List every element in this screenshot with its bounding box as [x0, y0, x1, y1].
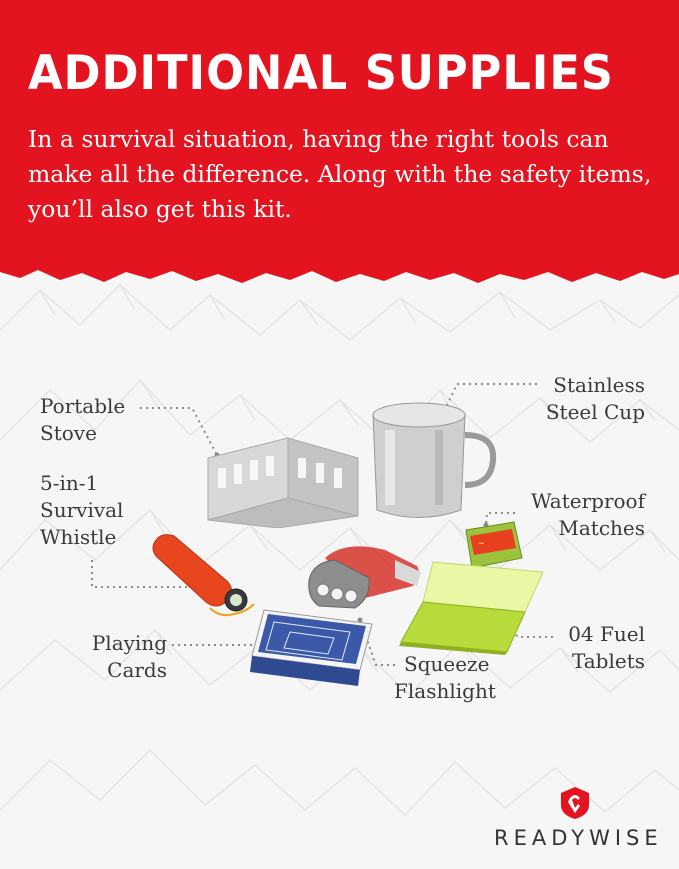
header-banner: [0, 0, 679, 290]
label-fuel-tablets: 04 Fuel Tablets: [568, 622, 645, 673]
flashlight-image: [305, 538, 425, 613]
portable-stove-image: [198, 428, 368, 528]
page-subtitle: In a survival situation, having the right tools can make all the difference. Along with the safety items, you’ll also get this kit.: [28, 125, 652, 223]
label-portable-stove: Portable Stove: [40, 394, 126, 445]
label-playing-cards: Playing Cards: [91, 631, 167, 682]
label-survival-whistle: 5-in-1 Survival Whistle: [40, 471, 124, 549]
readywise-logo-icon: [558, 786, 592, 820]
label-squeeze-flashlight: Squeeze Flashlight: [394, 652, 496, 703]
page-title: ADDITIONAL SUPPLIES: [28, 46, 614, 101]
brand-name: READYWISE: [494, 826, 663, 850]
survival-whistle-image: [150, 530, 260, 620]
label-waterproof-matches: Waterproof Matches: [530, 489, 645, 540]
svg-text:~: ~: [478, 539, 485, 548]
label-steel-cup: Stainless Steel Cup: [545, 373, 645, 424]
steel-cup-image: [365, 400, 500, 525]
playing-cards-image: [250, 608, 375, 688]
